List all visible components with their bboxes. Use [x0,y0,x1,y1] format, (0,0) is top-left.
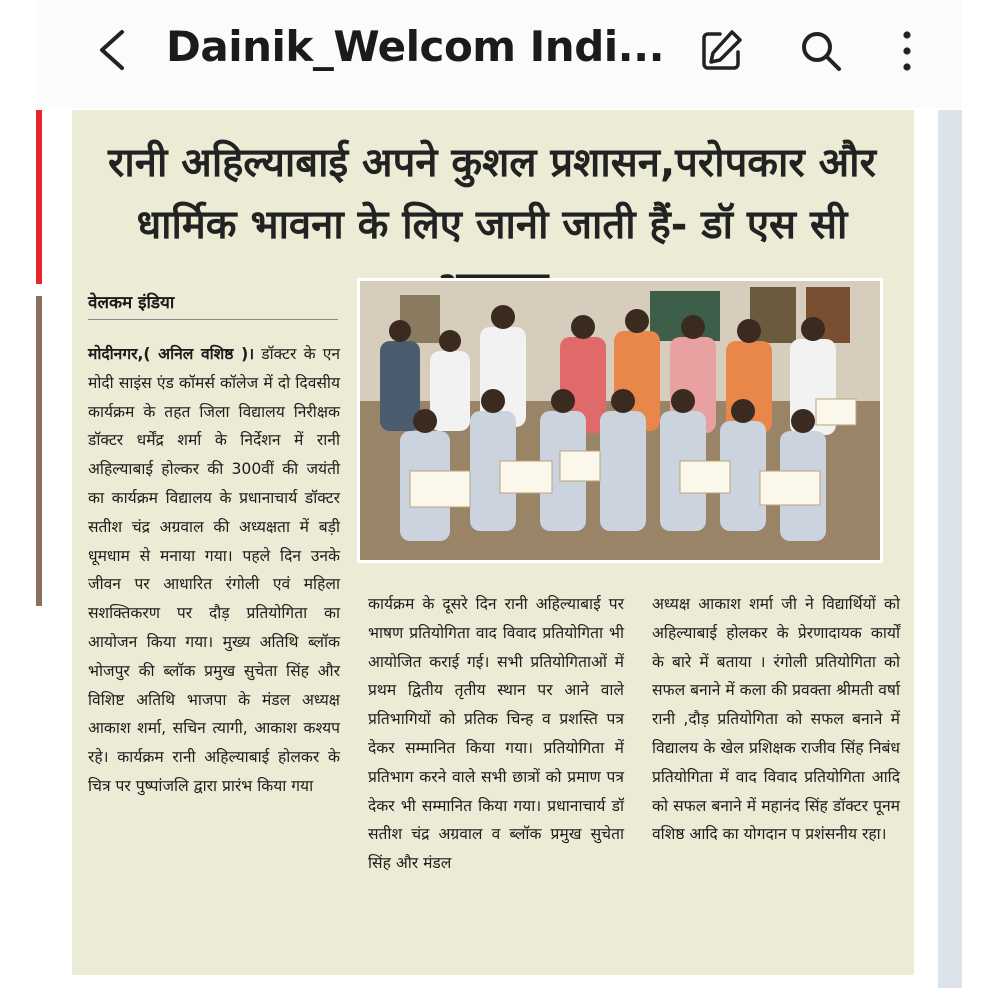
image-viewer[interactable] [36,110,962,1000]
headline-line-1: रानी अहिल्याबाई अपने कुशल प्रशासन,परोपकार और [108,140,876,186]
page-title: Dainik_Welcom Indi... [166,22,665,71]
newspaper-clipping [72,110,914,975]
article-column-3: अध्यक्ष आकाश शर्मा जी ने विद्यार्थियों को अहिल्याबाई होलकर के प्रेरणादायक कार्यों के बारे में बताया । रंगोली प्रतियोगिता को सफल बनाने में कला की प्रवक्ता श्रीमती वर्षा रानी ,दौड़ प्रतियोगिता को सफल बनाने में विद्यालय के खेल प्रशिक्षक राजीव सिंह निबंध प्रतियोगिता में वाद विवाद प्रतियोगिता आदि को सफल बनाने में महानंद सिंह डॉक्टर पूनम वशिष्ठ आदि का योगदान प प्रशंसनीय रहा। [652,595,900,844]
dateline: मोदीनगर,( अनिल वशिष्ठ )। [88,345,255,363]
chevron-left-icon[interactable] [92,26,132,74]
left-edge-strip [36,296,42,606]
article-column-1 [88,340,340,801]
article-column-2: कार्यक्रम के दूसरे दिन रानी अहिल्याबाई पर भाषण प्रतियोगिता वाद विवाद प्रतियोगिता भी आयोजित कराई गई। सभी प्रतियोगिताओं में प्रथम द्वितीय तृतीय स्थान पर आने वाले प्रतिभागियों को प्रतिक चिन्ह व प्रशस्ति पत्र देकर सम्मानित किया गया। प्रतियोगिता में प्रतिभाग करने वाले सभी छात्रों को प्रमाण पत्र देकर भी सम्मानित किया गया। प्रधानाचार्य डॉ सतीश चंद्र अग्रवाल व ब्लॉक प्रमुख सुचेता सिंह और मंडल [368,595,624,873]
headline-line-2: धार्मिक भावना के लिए जानी जाती हैं- डॉ एस सी [136,202,848,248]
scrollbar[interactable] [938,110,962,988]
edit-icon[interactable] [696,26,746,76]
red-margin-strip [36,110,42,284]
byline: वेलकम इंडिया [88,290,338,320]
app-bar [36,0,962,108]
photo-illustration [360,281,880,560]
search-icon[interactable] [796,26,846,76]
more-vertical-icon[interactable] [882,26,932,76]
column-1-text: डॉक्टर के एन मोदी साइंस एंड कॉमर्स कॉलेज में दो दिवसीय कार्यक्रम के तहत जिला विद्यालय निरीक्षक डॉक्टर धर्मेंद्र शर्मा के निर्देशन में रानी अहिल्याबाई होल्कर की 300वीं की जयंती का कार्यक्रम विद्यालय के प्रधानाचार्य डॉक्टर सतीश चंद्र अग्रवाल की अध्यक्षता में बड़ी धूमधाम से मनाया गया। पहले दिन उनके जीवन पर आधारित रंगोली एवं महिला सशक्तिकरण पर दौड़ प्रतियोगिता का आयोजन किया गया। मुख्य अतिथि ब्लॉक भोजपुर की ब्लॉक प्रमुख सुचेता सिंह और विशिष्ट अतिथि भाजपा के मंडल अध्यक्ष आकाश शर्मा, सचिन त्यागी, आकाश कश्यप रहे। कार्यक्रम रानी अहिल्याबाई होलकर के चित्र पर पुष्पांजलि द्वारा प्रारंभ किया गया [88,345,340,795]
event-photo [357,278,883,563]
